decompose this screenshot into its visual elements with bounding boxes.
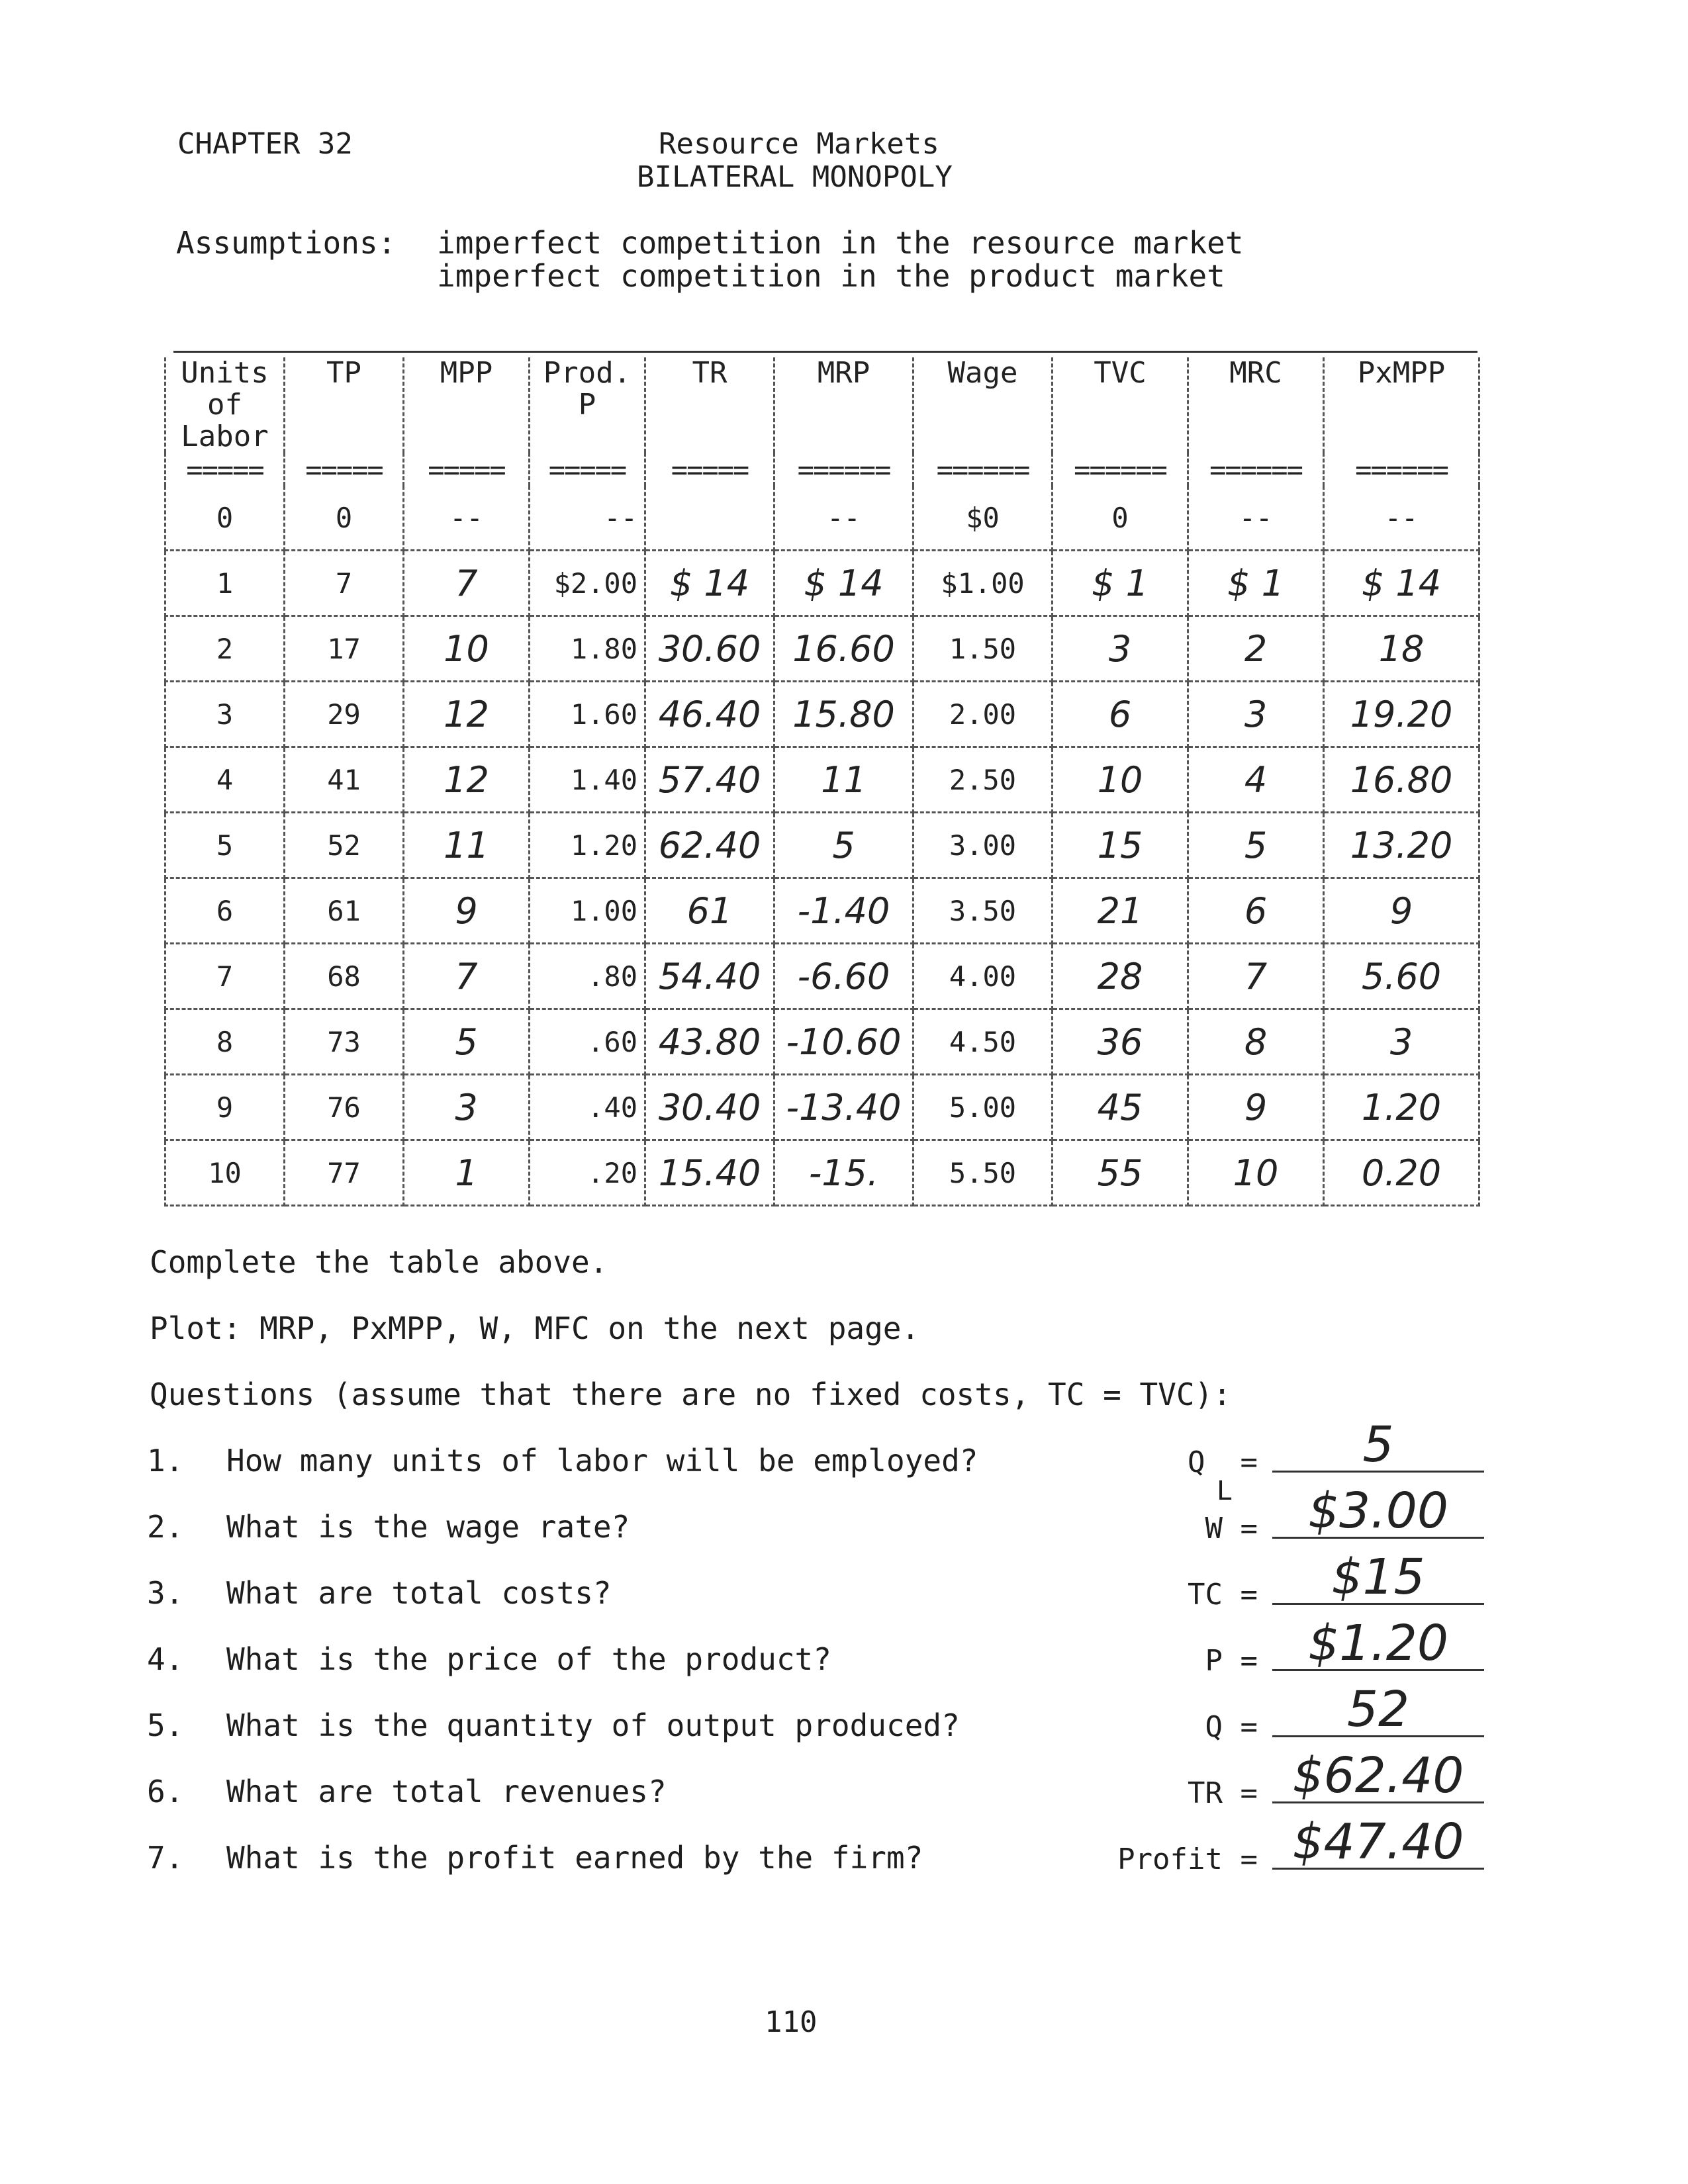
cell-mpp: 7 — [404, 944, 530, 1009]
cell-tr: 61 — [645, 878, 774, 944]
cell-mrp: -13.40 — [774, 1075, 914, 1140]
cell-mrc: 8 — [1188, 1009, 1324, 1075]
answer-label: TC = — [1188, 1578, 1258, 1612]
cell-tp: 73 — [285, 1009, 404, 1075]
cell-wage: $1.00 — [914, 551, 1053, 616]
answer-value: $15 — [1272, 1551, 1484, 1605]
cell-mrc: 4 — [1188, 747, 1324, 813]
cell-wage: 3.50 — [914, 878, 1053, 944]
instruction-plot: Plot: MRP, PxMPP, W, MFC on the next page. — [150, 1310, 920, 1346]
cell-tp: 0 — [285, 486, 404, 551]
cell-mrp: 11 — [774, 747, 914, 813]
assumption-item: imperfect competition in the resource market — [437, 225, 1244, 261]
cell-prod-p: .80 — [530, 944, 645, 1009]
cell-mrp: 5 — [774, 813, 914, 878]
cell-mrp: 16.60 — [774, 616, 914, 682]
cell-units: 1 — [165, 551, 285, 616]
col-header-mrp: MRP — [774, 357, 914, 453]
table-separator-row — [165, 453, 1479, 486]
question-text: How many units of labor will be employed? — [226, 1443, 978, 1479]
cell-prod-p: -- — [530, 486, 645, 551]
answer-value: $62.40 — [1272, 1750, 1484, 1803]
cell-mpp: 11 — [404, 813, 530, 878]
cell-wage: 1.50 — [914, 616, 1053, 682]
cell-tr: 54.40 — [645, 944, 774, 1009]
cell-tp: 7 — [285, 551, 404, 616]
cell-units: 7 — [165, 944, 285, 1009]
question-number: 6. — [147, 1774, 184, 1809]
cell-mpp: 12 — [404, 747, 530, 813]
cell-tp: 17 — [285, 616, 404, 682]
chapter-label: CHAPTER 32 — [177, 127, 353, 161]
cell-pxmpp: 3 — [1324, 1009, 1479, 1075]
separator-cell: ====== — [1188, 453, 1324, 486]
cell-mrp: -1.40 — [774, 878, 914, 944]
cell-mpp: 1 — [404, 1140, 530, 1206]
question-text: What are total revenues? — [226, 1774, 667, 1809]
cell-wage: 4.00 — [914, 944, 1053, 1009]
answer-label: Q = — [1205, 1710, 1258, 1744]
page-number: 110 — [765, 2005, 818, 2039]
cell-tr: 46.40 — [645, 682, 774, 747]
cell-tp: 61 — [285, 878, 404, 944]
answer-value: $1.20 — [1272, 1617, 1484, 1671]
cell-tvc: 0 — [1053, 486, 1188, 551]
question-text: What is the wage rate? — [226, 1509, 630, 1545]
table-row — [165, 747, 1479, 813]
cell-mrc: 2 — [1188, 616, 1324, 682]
cell-tp: 77 — [285, 1140, 404, 1206]
cell-pxmpp: 5.60 — [1324, 944, 1479, 1009]
col-header-prod-p: Prod. P — [530, 357, 645, 453]
cell-mrc: 7 — [1188, 944, 1324, 1009]
answer-label: Profit = — [1117, 1843, 1258, 1876]
table-row — [165, 486, 1479, 551]
cell-tr: 43.80 — [645, 1009, 774, 1075]
col-header-tp: TP — [285, 357, 404, 453]
cell-units: 0 — [165, 486, 285, 551]
answer-value: $47.40 — [1272, 1816, 1484, 1870]
cell-prod-p: $2.00 — [530, 551, 645, 616]
cell-wage: 5.00 — [914, 1075, 1053, 1140]
answer-label: Q = — [1188, 1445, 1258, 1479]
page-subtitle: BILATERAL MONOPOLY — [637, 160, 953, 194]
cell-mrp: -- — [774, 486, 914, 551]
cell-tvc: 45 — [1053, 1075, 1188, 1140]
separator-cell: ====== — [1324, 453, 1479, 486]
questions-intro: Questions (assume that there are no fixed costs, TC = TVC): — [150, 1377, 1231, 1412]
instruction-complete-table: Complete the table above. — [150, 1244, 608, 1280]
cell-prod-p: .40 — [530, 1075, 645, 1140]
question-text: What is the price of the product? — [226, 1641, 831, 1677]
table-row — [165, 878, 1479, 944]
question-number: 5. — [147, 1707, 184, 1743]
cell-units: 3 — [165, 682, 285, 747]
assumptions-label: Assumptions: — [176, 225, 397, 261]
cell-units: 8 — [165, 1009, 285, 1075]
col-header-tr: TR — [645, 357, 774, 453]
cell-wage: 4.50 — [914, 1009, 1053, 1075]
separator-cell: ===== — [404, 453, 530, 486]
cell-pxmpp: 16.80 — [1324, 747, 1479, 813]
cell-pxmpp: 13.20 — [1324, 813, 1479, 878]
question-number: 1. — [147, 1443, 184, 1479]
cell-mrp: -10.60 — [774, 1009, 914, 1075]
cell-tvc: $ 1 — [1053, 551, 1188, 616]
cell-units: 9 — [165, 1075, 285, 1140]
cell-units: 5 — [165, 813, 285, 878]
cell-tr — [645, 486, 774, 551]
col-header-units-of-labor: Units of Labor — [165, 357, 285, 453]
cell-tr: 30.60 — [645, 616, 774, 682]
cell-tvc: 28 — [1053, 944, 1188, 1009]
cell-tr: 15.40 — [645, 1140, 774, 1206]
separator-cell: ====== — [774, 453, 914, 486]
cell-tp: 68 — [285, 944, 404, 1009]
col-header-mrc: MRC — [1188, 357, 1324, 453]
cell-pxmpp: 9 — [1324, 878, 1479, 944]
cell-mrc: 10 — [1188, 1140, 1324, 1206]
cell-tvc: 6 — [1053, 682, 1188, 747]
cell-mpp: 10 — [404, 616, 530, 682]
question-text: What are total costs? — [226, 1575, 612, 1611]
page-title: Resource Markets — [659, 127, 939, 161]
separator-cell: ===== — [165, 453, 285, 486]
cell-tp: 76 — [285, 1075, 404, 1140]
cell-wage: 3.00 — [914, 813, 1053, 878]
cell-units: 10 — [165, 1140, 285, 1206]
cell-tvc: 10 — [1053, 747, 1188, 813]
cell-mrp: $ 14 — [774, 551, 914, 616]
cell-tr: 30.40 — [645, 1075, 774, 1140]
cell-pxmpp: -- — [1324, 486, 1479, 551]
table-row — [165, 1075, 1479, 1140]
cell-prod-p: 1.60 — [530, 682, 645, 747]
cell-pxmpp: 18 — [1324, 616, 1479, 682]
cell-tp: 52 — [285, 813, 404, 878]
answer-label-subscript: L — [1216, 1476, 1233, 1506]
cell-mpp: -- — [404, 486, 530, 551]
cell-wage: $0 — [914, 486, 1053, 551]
table-row — [165, 682, 1479, 747]
question-number: 3. — [147, 1575, 184, 1611]
col-header-wage: Wage — [914, 357, 1053, 453]
cell-tvc: 36 — [1053, 1009, 1188, 1075]
cell-units: 6 — [165, 878, 285, 944]
table-row — [165, 1009, 1479, 1075]
cell-prod-p: .60 — [530, 1009, 645, 1075]
cell-mrc: 9 — [1188, 1075, 1324, 1140]
cell-mrp: -15. — [774, 1140, 914, 1206]
cell-pxmpp: 19.20 — [1324, 682, 1479, 747]
cell-mpp: 5 — [404, 1009, 530, 1075]
answer-label: P = — [1205, 1644, 1258, 1678]
cell-prod-p: 1.40 — [530, 747, 645, 813]
answer-label: TR = — [1188, 1776, 1258, 1810]
table-row — [165, 1140, 1479, 1206]
question-number: 7. — [147, 1840, 184, 1876]
cell-wage: 2.00 — [914, 682, 1053, 747]
cell-units: 4 — [165, 747, 285, 813]
cell-tr: 62.40 — [645, 813, 774, 878]
cell-prod-p: .20 — [530, 1140, 645, 1206]
cell-tvc: 3 — [1053, 616, 1188, 682]
cell-tr: 57.40 — [645, 747, 774, 813]
cell-tvc: 21 — [1053, 878, 1188, 944]
col-header-mpp: MPP — [404, 357, 530, 453]
col-header-pxmpp: PxMPP — [1324, 357, 1479, 453]
cell-mpp: 12 — [404, 682, 530, 747]
cell-pxmpp: 0.20 — [1324, 1140, 1479, 1206]
cell-wage: 2.50 — [914, 747, 1053, 813]
assumption-item: imperfect competition in the product market — [437, 258, 1225, 294]
cell-mrc: $ 1 — [1188, 551, 1324, 616]
cell-mrp: 15.80 — [774, 682, 914, 747]
cell-mrc: 3 — [1188, 682, 1324, 747]
answer-label: W = — [1205, 1512, 1258, 1545]
cell-tr: $ 14 — [645, 551, 774, 616]
separator-cell: ====== — [914, 453, 1053, 486]
cell-mrp: -6.60 — [774, 944, 914, 1009]
cell-tp: 29 — [285, 682, 404, 747]
table-row — [165, 616, 1479, 682]
cell-mpp: 9 — [404, 878, 530, 944]
question-number: 2. — [147, 1509, 184, 1545]
question-text: What is the quantity of output produced? — [226, 1707, 960, 1743]
question-text: What is the profit earned by the firm? — [226, 1840, 923, 1876]
cell-prod-p: 1.20 — [530, 813, 645, 878]
cell-mpp: 3 — [404, 1075, 530, 1140]
cell-mrc: 6 — [1188, 878, 1324, 944]
cell-prod-p: 1.00 — [530, 878, 645, 944]
cell-mpp: 7 — [404, 551, 530, 616]
answer-value: 5 — [1272, 1419, 1484, 1473]
answer-value: 52 — [1272, 1684, 1484, 1737]
table-top-rule — [173, 351, 1477, 353]
cell-tp: 41 — [285, 747, 404, 813]
cell-prod-p: 1.80 — [530, 616, 645, 682]
answer-value: $3.00 — [1272, 1485, 1484, 1539]
separator-cell: ===== — [645, 453, 774, 486]
table-row — [165, 551, 1479, 616]
bilateral-monopoly-table — [164, 357, 1480, 1206]
cell-pxmpp: $ 14 — [1324, 551, 1479, 616]
cell-units: 2 — [165, 616, 285, 682]
separator-cell: ===== — [530, 453, 645, 486]
cell-tvc: 15 — [1053, 813, 1188, 878]
separator-cell: ===== — [285, 453, 404, 486]
col-header-tvc: TVC — [1053, 357, 1188, 453]
cell-tvc: 55 — [1053, 1140, 1188, 1206]
separator-cell: ====== — [1053, 453, 1188, 486]
cell-wage: 5.50 — [914, 1140, 1053, 1206]
cell-pxmpp: 1.20 — [1324, 1075, 1479, 1140]
table-header-row — [165, 357, 1479, 453]
question-number: 4. — [147, 1641, 184, 1677]
cell-mrc: 5 — [1188, 813, 1324, 878]
table-row — [165, 944, 1479, 1009]
cell-mrc: -- — [1188, 486, 1324, 551]
table-row — [165, 813, 1479, 878]
